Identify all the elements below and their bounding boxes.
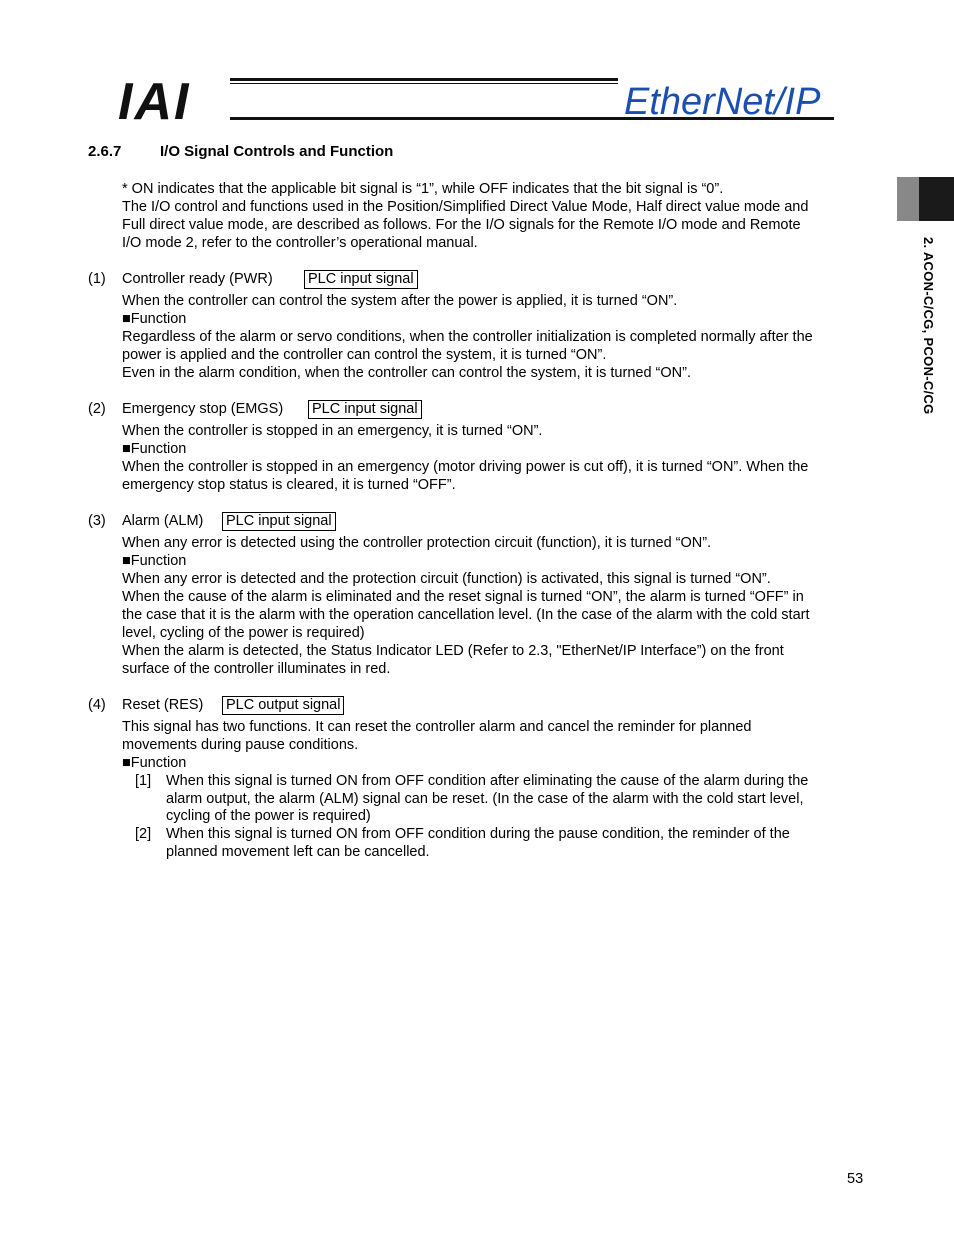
logo-rule-top: [230, 78, 618, 81]
signal-type-badge: PLC input signal: [304, 270, 418, 289]
item-line: surface of the controller illuminates in red.: [122, 661, 391, 677]
item-line: Regardless of the alarm or servo conditions, when the controller initialization is completed normally after the: [122, 329, 813, 345]
intro-line: The I/O control and functions used in the Position/Simplified Direct Value Mode, Half direct value mode and: [122, 199, 809, 215]
item-line: emergency stop status is cleared, it is turned “OFF”.: [122, 477, 456, 493]
function-heading: ■Function: [122, 553, 187, 569]
item-number: (3): [88, 513, 106, 529]
sub-item-line: When this signal is turned ON from OFF condition during the pause condition, the reminder of the: [166, 826, 790, 842]
signal-type-badge: PLC input signal: [308, 400, 422, 419]
item-line: When the controller is stopped in an emergency, it is turned “ON”.: [122, 423, 543, 439]
item-line: This signal has two functions. It can reset the controller alarm and cancel the reminder for planned: [122, 719, 752, 735]
item-line: When the alarm is detected, the Status Indicator LED (Refer to 2.3, "EtherNet/IP Interface”) on the front: [122, 643, 784, 659]
item-title: Emergency stop (EMGS): [122, 401, 284, 417]
signal-type-badge: PLC input signal: [222, 512, 336, 531]
item-title: Reset (RES): [122, 697, 204, 713]
sub-item-line: When this signal is turned ON from OFF condition after eliminating the cause of the alarm during the: [166, 773, 809, 789]
item-line: When the controller can control the system after the power is applied, it is turned “ON”.: [122, 293, 678, 309]
intro-line: * ON indicates that the applicable bit signal is “1”, while OFF indicates that the bit signal is “0”.: [122, 181, 724, 197]
chapter-side-label: 2. ACON-C/CG, PCON-C/CG: [921, 237, 936, 415]
intro-line: Full direct value mode, are described as follows. For the I/O signals for the Remote I/O mode and Remote: [122, 217, 801, 233]
sub-item-number: [2]: [135, 826, 152, 842]
section-number: 2.6.7: [88, 143, 122, 160]
item-title: Controller ready (PWR): [122, 271, 273, 287]
iai-logo: IAI: [118, 73, 191, 131]
item-number: (2): [88, 401, 106, 417]
item-number: (1): [88, 271, 106, 287]
item-line: level, cycling of the power is required): [122, 625, 365, 641]
item-line: When any error is detected and the protection circuit (function) is activated, this signal is turned “ON”.: [122, 571, 771, 587]
page-number: 53: [847, 1171, 864, 1187]
sub-item-line: alarm output, the alarm (ALM) signal can be reset. (In the case of the alarm with the cold start level,: [166, 791, 804, 807]
logo-rule-thin: [230, 83, 618, 84]
item-line: When any error is detected using the controller protection circuit (function), it is turned “ON”.: [122, 535, 712, 551]
item-title: Alarm (ALM): [122, 513, 204, 529]
item-number: (4): [88, 697, 106, 713]
sub-item-number: [1]: [135, 773, 152, 789]
item-line: the case that it is the alarm with the operation cancellation level. (In the case of the alarm with the cold start: [122, 607, 810, 623]
signal-type-badge: PLC output signal: [222, 696, 344, 715]
function-heading: ■Function: [122, 755, 187, 771]
sub-item-line: planned movement left can be cancelled.: [166, 844, 430, 860]
item-line: When the controller is stopped in an emergency (motor driving power is cut off), it is turned “ON”. When the: [122, 459, 809, 475]
chapter-tab-block: [919, 177, 954, 221]
item-line: When the cause of the alarm is eliminated and the reset signal is turned “ON”, the alarm is turned “OFF” in: [122, 589, 804, 605]
function-heading: ■Function: [122, 311, 187, 327]
intro-line: I/O mode 2, refer to the controller’s operational manual.: [122, 235, 478, 251]
chapter-tab-marker: [897, 177, 921, 221]
function-heading: ■Function: [122, 441, 187, 457]
item-line: Even in the alarm condition, when the controller can control the system, it is turned “ON”.: [122, 365, 691, 381]
section-title: I/O Signal Controls and Function: [160, 143, 394, 160]
ethernet-ip-logo: EtherNet/IP: [624, 81, 821, 123]
sub-item-line: cycling of the power is required): [166, 808, 371, 824]
section-heading: [88, 143, 393, 160]
item-line: movements during pause conditions.: [122, 737, 359, 753]
item-line: power is applied and the controller can control the system, it is turned “ON”.: [122, 347, 607, 363]
